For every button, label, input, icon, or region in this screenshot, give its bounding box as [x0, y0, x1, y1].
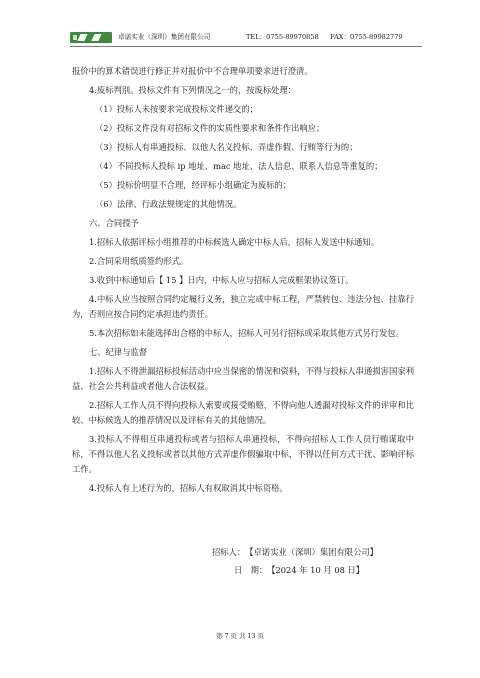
paragraph-arithmetic-correction: 报价中的算术错误进行修正并对报价中不合理单项要求进行澄清。: [72, 66, 313, 76]
date-value: 【2024 年 10 月 08 日】: [267, 565, 365, 575]
header-fax: FAX：0755-89982779: [330, 33, 403, 41]
paragraph-discipline-3: 3.投标人不得相互串通投标或者与招标人串通投标，不得向招标人工作人员行贿谋取中标，不得以他人名义投标或者以其他方式弄虚作假骗取中标，不得以任何方式干扰、影响评标工作。: [72, 434, 414, 474]
paragraph-discipline-1: 1.招标人不得泄漏招标投标活动中应当保密的情况和资料，不得与投标人串通损害国家利益、社会公共利益或者他人合法权益。: [72, 366, 414, 391]
section-heading-contract-award: 六、合同授予: [89, 218, 139, 228]
header-telephone: TEL：0755-89970858: [246, 33, 319, 41]
date-label: 日 期：: [234, 565, 268, 575]
page-number: 第 7 页 共 13 页: [216, 632, 264, 640]
section-heading-discipline: 七、纪律与监督: [89, 347, 148, 357]
signature-block: [212, 543, 416, 579]
tenderer-value: 【卓诺实业（深圳）集团有限公司】: [245, 547, 378, 557]
tenderer-label: 招标人：: [212, 547, 246, 557]
page-header: [70, 30, 422, 46]
list-item-invalid-4: （4）不同投标人投标 ip 地址、mac 地址、法人信息、联系人信息等重复的；: [95, 161, 383, 171]
paragraph-award-3: 3.收到中标通知后【 15 】日内，中标人应与招标人完成框架协议签订。: [89, 275, 354, 285]
paragraph-award-5: 5.本次招标如未能选择出合格的中标人，招标人可另行招标或采取其他方式另行发包。: [89, 328, 404, 338]
list-item-invalid-2: （2）投标文件没有对招标文件的实质性要求和条件作出响应；: [95, 123, 325, 133]
list-item-invalid-3: （3）投标人有串通投标、以他人名义投标、弄虚作假、行贿等行为的；: [95, 142, 358, 152]
list-item-invalid-6: （6）法律、行政法规规定的其他情况。: [95, 199, 242, 209]
company-logo-icon: [70, 32, 112, 43]
list-item-invalid-5: （5）投标价明显不合理，经评标小组确定为废标的；: [95, 180, 292, 190]
paragraph-discipline-4: 4.投标人有上述行为的，招标人有权取消其中标资格。: [89, 483, 288, 493]
header-divider: [70, 46, 422, 47]
document-body: [72, 64, 414, 500]
header-company-name: 卓诺实业（深圳）集团有限公司: [118, 33, 211, 41]
paragraph-award-2: 2.合同采用纸质签约形式。: [89, 256, 189, 266]
date-row: [212, 561, 416, 579]
list-item-invalid-1: （1）投标人未按要求完成投标文件递交的；: [95, 104, 258, 114]
paragraph-award-1: 1.招标人依据评标小组推荐的中标候选人确定中标人后，招标人发送中标通知。: [89, 237, 380, 247]
paragraph-award-4: 4.中标人应当按照合同约定履行义务，独立完成中标工程，严禁转包、违法分包、挂靠行为，否则应按合同约定承担违约责任。: [72, 294, 414, 319]
paragraph-discipline-2: 2.招标人工作人员不得向投标人索要或接受贿赂，不得向他人透漏对投标文件的评审和比较、中标候选人的推荐情况以及评标有关的其他情况。: [72, 400, 414, 425]
paragraph-invalid-bid-rule: 4.废标判别。投标文件有下列情况之一的，按废标处理：: [89, 85, 297, 95]
tenderer-row: [212, 543, 416, 561]
